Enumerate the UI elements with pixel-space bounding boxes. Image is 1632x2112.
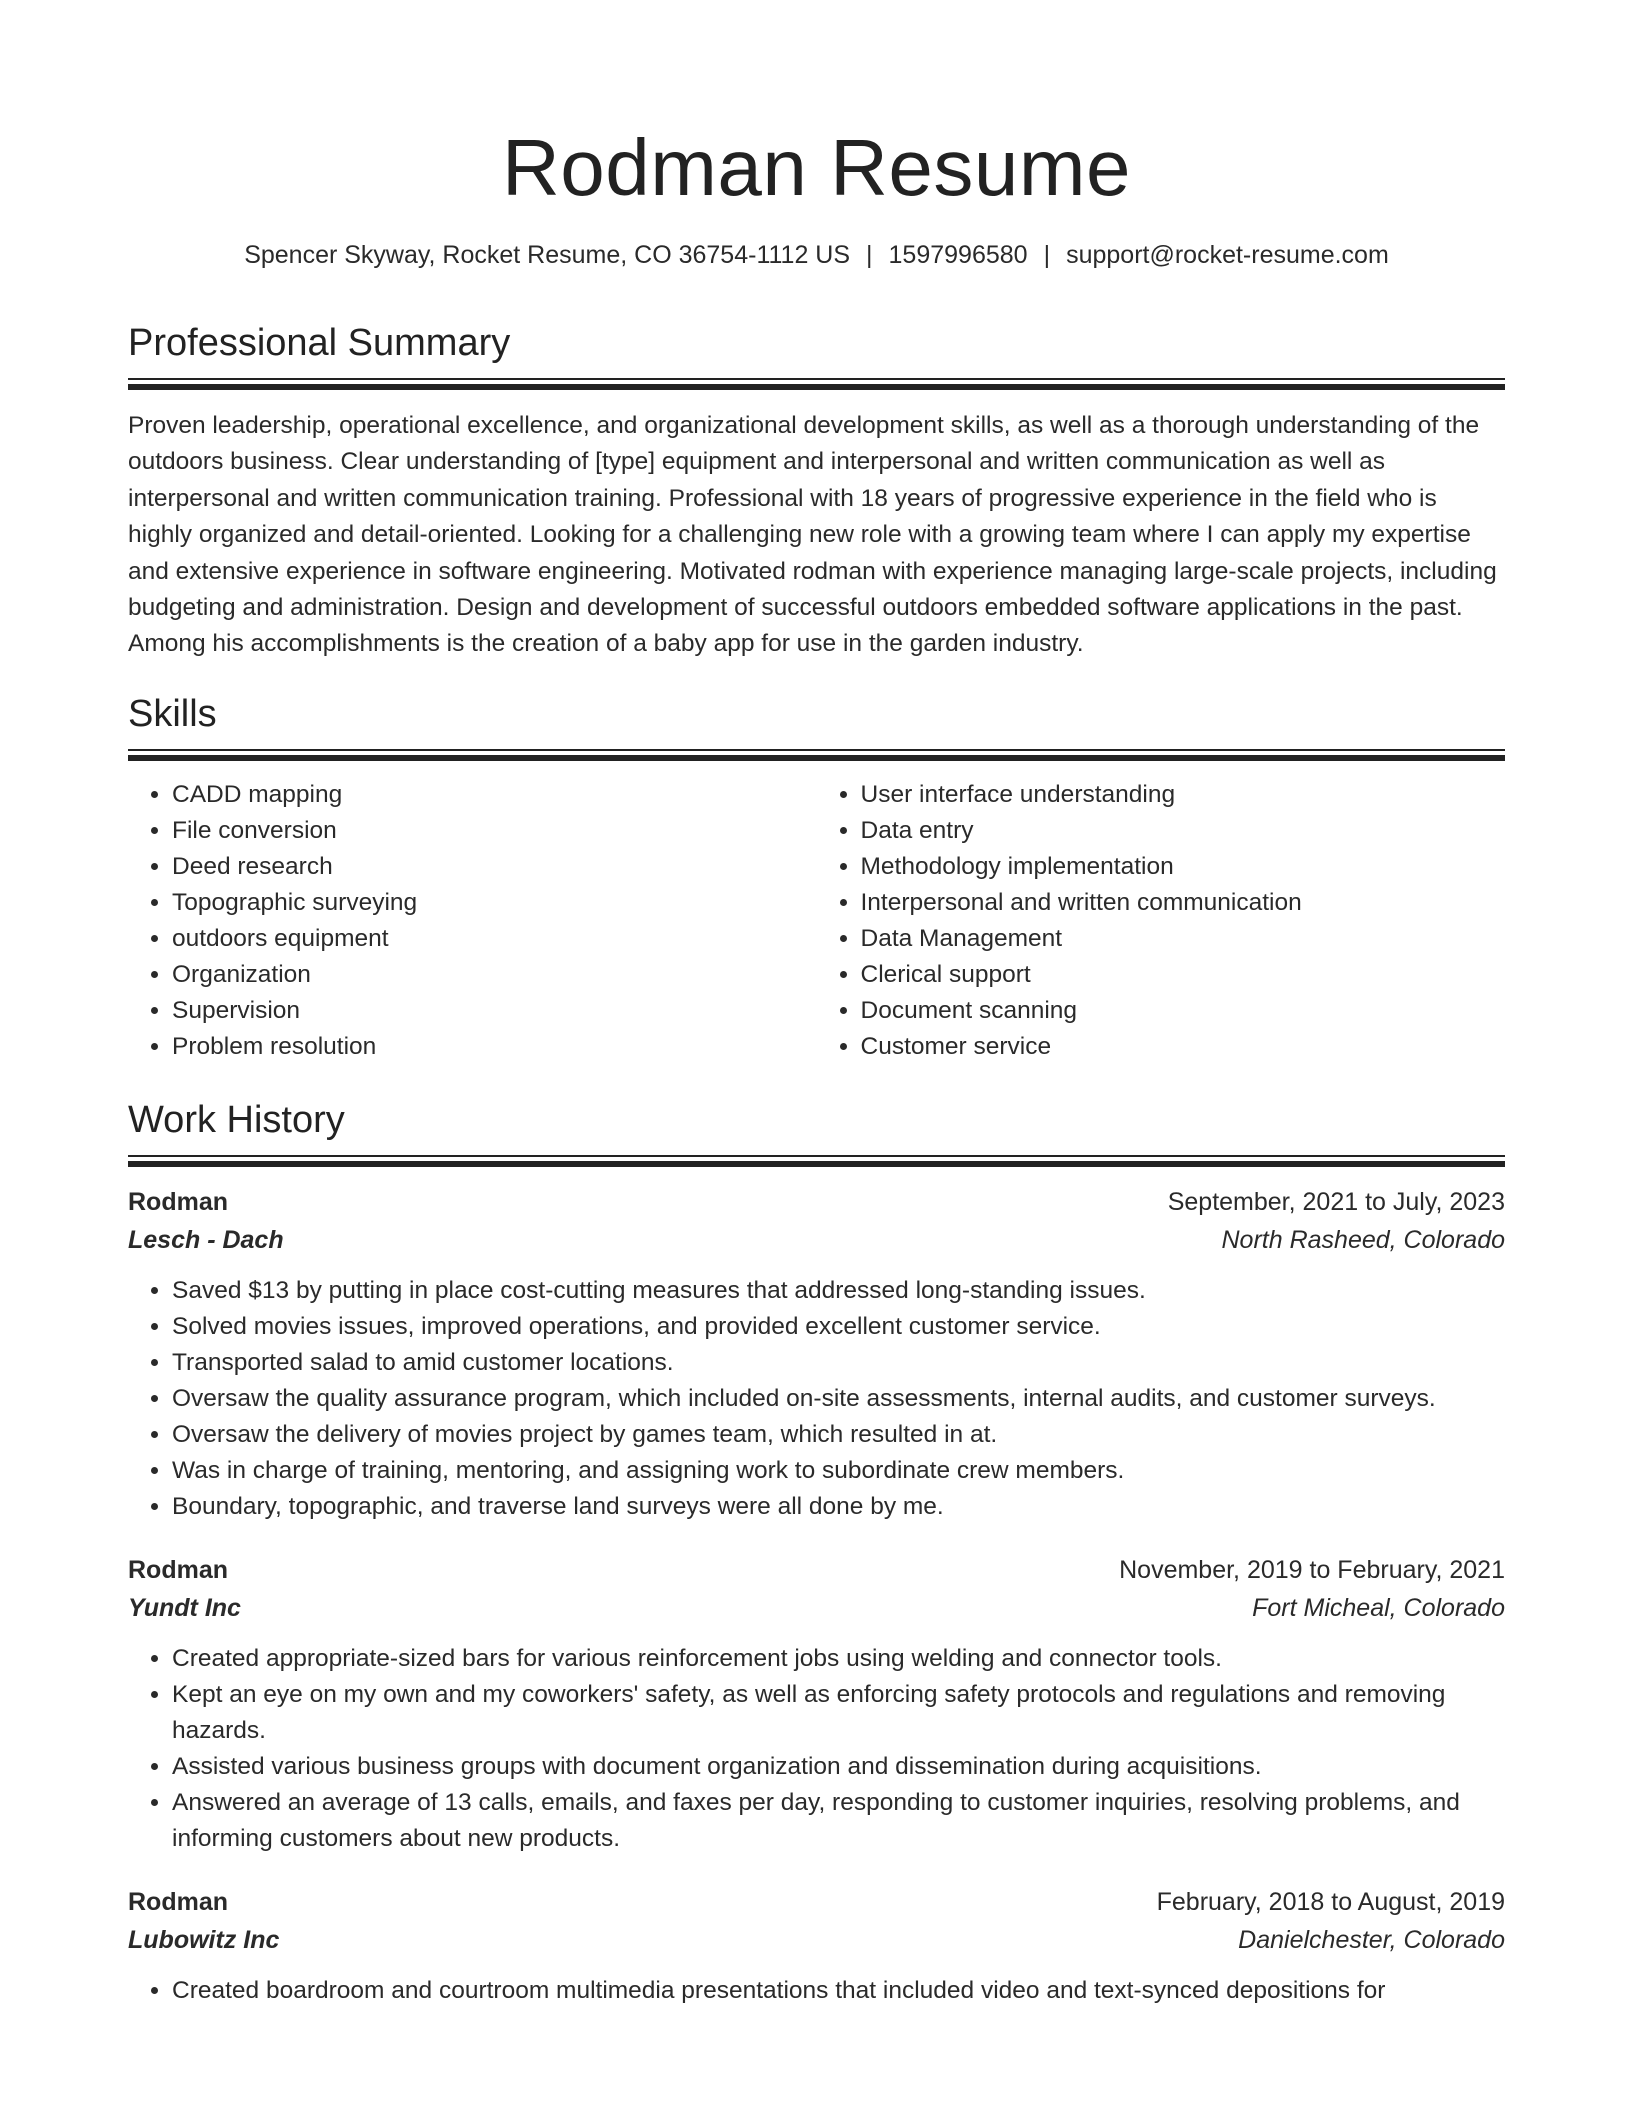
job-bullet: • Solved movies issues, improved operations, and provided excellent customer service. — [172, 1309, 1505, 1345]
skill-item: • Supervision — [172, 993, 817, 1029]
job-subheader-row — [128, 1589, 1505, 1627]
contact-email: support@rocket-resume.com — [1066, 241, 1389, 269]
skill-item: • Clerical support — [861, 957, 1506, 993]
job-entry — [128, 1883, 1505, 2009]
contact-separator: | — [866, 241, 873, 269]
section-title-skills: Skills — [128, 692, 217, 735]
section-title-summary: Professional Summary — [128, 322, 511, 364]
work-history-section — [128, 1097, 1505, 2009]
skill-item: • Data Management — [861, 921, 1506, 957]
resume-name: Rodman Resume — [502, 123, 1131, 212]
skills-columns — [128, 777, 1505, 1065]
job-company: Lesch - Dach — [128, 1225, 284, 1254]
contact-phone: 1597996580 — [888, 241, 1028, 269]
job-company: Lubowitz Inc — [128, 1925, 280, 1954]
skill-item: • File conversion — [172, 813, 817, 849]
job-header-row — [128, 1183, 1505, 1221]
summary-paragraph: Proven leadership, operational excellence, and organizational development skills, as well as a thorough understanding of the outdoors business. Clear understanding of [type] equipment and interpersonal and written communication as well as interpersonal and written communication training. Professional with 18 years of progressive experience in the field who is highly organized and detail-oriented. Looking for a challenging new role with a growing team where I can apply my expertise and extensive experience in software engineering. Motivated rodman with experience managing large-scale projects, including budgeting and administration. Design and development of successful outdoors embedded software applications in the past. Among his accomplishments is the creation of a baby app for use in the garden industry. — [128, 412, 1497, 658]
skill-item: • Document scanning — [861, 993, 1506, 1029]
skill-item: • Methodology implementation — [861, 849, 1506, 885]
section-divider — [128, 1155, 1505, 1165]
job-header-row — [128, 1883, 1505, 1921]
job-title: Rodman — [128, 1887, 228, 1916]
job-bullets — [128, 1641, 1505, 1857]
job-subheader-row — [128, 1221, 1505, 1259]
skill-item: • User interface understanding — [861, 777, 1506, 813]
skill-item: • Interpersonal and written communication — [861, 885, 1506, 921]
job-entry — [128, 1551, 1505, 1857]
job-bullet: • Transported salad to amid customer locations. — [172, 1345, 1505, 1381]
job-bullet: • Kept an eye on my own and my coworkers' safety, as well as enforcing safety protocols and regulations and removing hazards. — [172, 1677, 1505, 1749]
contact-separator: | — [1043, 241, 1051, 269]
job-location: Danielchester, Colorado — [1238, 1925, 1505, 1954]
skill-item: • Data entry — [861, 813, 1506, 849]
skills-section — [128, 691, 1505, 1065]
divider-thin-line — [128, 1155, 1505, 1157]
skills-list-right — [817, 777, 1506, 1065]
divider-thin-line — [128, 378, 1505, 380]
job-dates: February, 2018 to August, 2019 — [1156, 1887, 1505, 1916]
job-bullets — [128, 1973, 1505, 2009]
skill-item: • Customer service — [861, 1029, 1506, 1065]
job-location: North Rasheed, Colorado — [1221, 1225, 1505, 1254]
job-dates: September, 2021 to July, 2023 — [1167, 1187, 1505, 1216]
job-bullet: • Created boardroom and courtroom multimedia presentations that included video and text-synced depositions for — [172, 1973, 1505, 2009]
job-subheader-row — [128, 1921, 1505, 1959]
divider-thin-line — [128, 749, 1505, 751]
contact-line — [128, 238, 1505, 272]
job-dates: November, 2019 to February, 2021 — [1119, 1555, 1505, 1584]
skills-list-left — [128, 777, 817, 1065]
divider-thick-line — [128, 1161, 1505, 1167]
divider-thick-line — [128, 755, 1505, 761]
job-bullets — [128, 1273, 1505, 1525]
divider-thick-line — [128, 384, 1505, 390]
job-bullet: • Answered an average of 13 calls, emails, and faxes per day, responding to customer inquiries, resolving problems, and informing customers about new products. — [172, 1785, 1505, 1857]
job-bullet: • Oversaw the delivery of movies project by games team, which resulted in at. — [172, 1417, 1505, 1453]
skill-item: • Topographic surveying — [172, 885, 817, 921]
job-bullet: • Oversaw the quality assurance program, which included on-site assessments, internal audits, and customer surveys. — [172, 1381, 1505, 1417]
section-title-work-history: Work History — [128, 1098, 345, 1141]
skill-item: • Deed research — [172, 849, 817, 885]
section-divider — [128, 749, 1505, 759]
skill-item: • Problem resolution — [172, 1029, 817, 1065]
job-entry — [128, 1183, 1505, 1525]
job-header-row — [128, 1551, 1505, 1589]
job-title: Rodman — [128, 1187, 228, 1216]
skill-item: • outdoors equipment — [172, 921, 817, 957]
skill-item: • Organization — [172, 957, 817, 993]
job-bullet: • Saved $13 by putting in place cost-cutting measures that addressed long-standing issues. — [172, 1273, 1505, 1309]
job-bullet: • Assisted various business groups with document organization and dissemination during acquisitions. — [172, 1749, 1505, 1785]
job-bullet: • Boundary, topographic, and traverse land surveys were all done by me. — [172, 1489, 1505, 1525]
skill-item: • CADD mapping — [172, 777, 817, 813]
section-divider — [128, 378, 1505, 388]
contact-address: Spencer Skyway, Rocket Resume, CO 36754-1112 US — [244, 241, 851, 269]
job-bullet: • Created appropriate-sized bars for various reinforcement jobs using welding and connector tools. — [172, 1641, 1505, 1677]
professional-summary-section — [128, 320, 1505, 663]
job-company: Yundt Inc — [128, 1593, 241, 1622]
job-location: Fort Micheal, Colorado — [1252, 1593, 1505, 1622]
job-title: Rodman — [128, 1555, 228, 1584]
job-bullet: • Was in charge of training, mentoring, and assigning work to subordinate crew members. — [172, 1453, 1505, 1489]
